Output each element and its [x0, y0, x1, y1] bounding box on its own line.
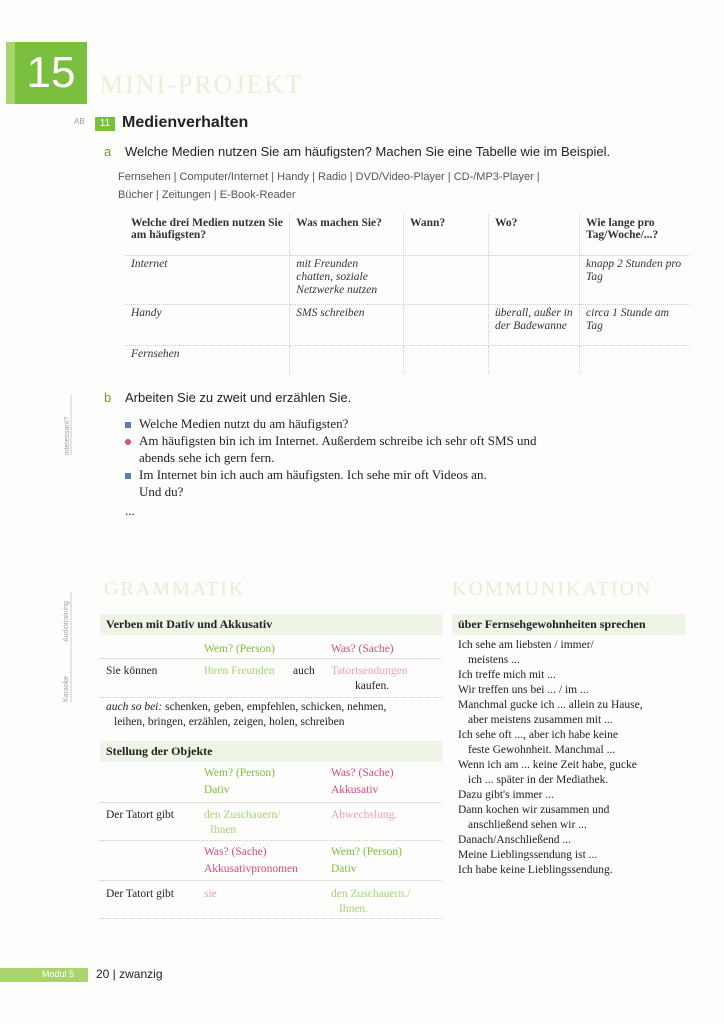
dativ-label: Dativ	[331, 863, 357, 875]
col-sache-label: Was? (Sache)	[204, 846, 267, 858]
sentence-dativ: Ihren Freunden	[204, 665, 275, 677]
phrase: Wir treffen uns bei ... / im ...	[458, 684, 589, 696]
kommunikation-title: KOMMUNIKATION	[452, 578, 653, 600]
task-a-instruction: Welche Medien nutzen Sie am häufigsten? Machen Sie eine Tabelle wie im Beispiel.	[125, 144, 611, 159]
dialog-line: Am häufigsten bin ich im Internet. Außerdem schreibe ich sehr oft SMS und	[125, 432, 645, 449]
also-label: auch so bei:	[106, 701, 163, 713]
table-header-cell: Wo?	[489, 215, 580, 256]
grammar-box-title: Verben mit Dativ und Akkusativ	[100, 614, 442, 635]
communication-box-title: über Fernsehgewohnheiten sprechen	[452, 614, 686, 635]
task-a-letter: a	[104, 144, 112, 159]
table-cell: mit Freunden chatten, soziale Netzwerke nutzen	[290, 256, 404, 305]
table-row	[125, 346, 690, 375]
phrase: Ich sehe am liebsten / immer/	[458, 639, 594, 651]
table-cell: SMS schreiben	[290, 305, 404, 346]
table-cell	[580, 346, 690, 375]
side-label-audiotraining: Audiotraining	[63, 601, 70, 642]
workbook-label: AB	[74, 117, 85, 126]
sentence-start: Sie können	[106, 665, 158, 677]
table-header-row	[125, 215, 690, 256]
sentence-auch: auch	[293, 665, 315, 677]
also-verbs: auch so bei: schenken, geben, empfehlen, schicken, nehmen, leihen, bringen, erzählen, zeigen, holen, schreiben	[106, 701, 387, 728]
divider	[100, 918, 442, 919]
table-cell	[404, 256, 489, 305]
table-cell: Internet	[125, 256, 290, 305]
chapter-badge: 15	[15, 42, 87, 104]
col-person-label: Wem? (Person)	[204, 767, 275, 779]
col-person-label: Wem? (Person)	[331, 846, 402, 858]
dativ-label: Dativ	[204, 784, 230, 796]
round-bullet-icon	[125, 439, 131, 445]
module-label: Modul 5	[42, 969, 75, 979]
page-number: 20 | zwanzig	[96, 967, 163, 981]
table-cell: Fernsehen	[125, 346, 290, 375]
table-row	[125, 305, 690, 346]
example-dativ: den Zuschauern/ Ihnen	[204, 809, 281, 836]
phrase-list	[458, 638, 683, 878]
media-table	[125, 215, 690, 374]
table-cell: überall, außer in der Badewanne	[489, 305, 580, 346]
divider	[100, 880, 442, 881]
phrase: anschließend sehen wir ...	[468, 819, 587, 831]
exercise-title: Medienverhalten	[122, 114, 249, 131]
phrase: Wenn ich am ... keine Zeit habe, gucke	[458, 759, 637, 771]
dialog-ellipsis: ...	[125, 503, 135, 518]
side-label-interessant: interessant?	[64, 416, 71, 455]
table-cell: circa 1 Stunde am Tag	[580, 305, 690, 346]
table-cell	[290, 346, 404, 375]
col-sache-label: Was? (Sache)	[331, 767, 394, 779]
dialog-line: Im Internet bin ich auch am häufigsten. Ich sehe mir oft Videos an.	[125, 466, 645, 483]
col-person-label: Wem? (Person)	[204, 643, 275, 655]
media-wordbank	[118, 168, 618, 204]
table-cell	[404, 346, 489, 375]
sentence-verb: kaufen.	[355, 680, 390, 692]
task-b-instruction: Arbeiten Sie zu zweit und erzählen Sie.	[125, 390, 352, 405]
phrase: Ich habe keine Lieblingssendung.	[458, 864, 613, 876]
project-title: MINI-PROJEKT	[100, 70, 304, 99]
dialog	[125, 415, 645, 519]
phrase: meistens ...	[468, 654, 520, 666]
dialog-line: Und du?	[139, 484, 184, 499]
side-divider	[70, 592, 72, 702]
divider	[100, 840, 442, 841]
akkusativ-label: Akkusativ	[331, 784, 379, 796]
dialog-line: Welche Medien nutzt du am häufigsten?	[125, 415, 645, 432]
exercise-number: 11	[95, 117, 115, 131]
table-cell: knapp 2 Stunden pro Tag	[580, 256, 690, 305]
table-cell: Handy	[125, 305, 290, 346]
sentence-akkusativ: Tatortsendungen	[331, 665, 408, 677]
divider	[100, 658, 442, 659]
phrase: Manchmal gucke ich ... allein zu Hause,	[458, 699, 643, 711]
example-akkusativ: sie	[204, 888, 217, 900]
phrase: ich ... später in der Mediathek.	[468, 774, 609, 786]
grammar-box-title: Stellung der Objekte	[100, 741, 442, 762]
phrase: Ich treffe mich mit ...	[458, 669, 556, 681]
table-header-cell: Wie lange pro Tag/Woche/...?	[580, 215, 690, 256]
table-cell	[404, 305, 489, 346]
phrase: Ich sehe oft ..., aber ich habe keine	[458, 729, 618, 741]
phrase: feste Gewohnheit. Manchmal ...	[468, 744, 616, 756]
task-b-letter: b	[104, 390, 112, 405]
table-cell	[489, 256, 580, 305]
phrase: Dann kochen wir zusammen und	[458, 804, 610, 816]
divider	[100, 697, 442, 698]
chapter-side-bar	[6, 42, 15, 104]
square-bullet-icon	[125, 473, 131, 479]
example-start: Der Tatort gibt	[106, 888, 174, 900]
example-start: Der Tatort gibt	[106, 809, 174, 821]
phrase: Dazu gibt's immer ...	[458, 789, 554, 801]
col-sache-label: Was? (Sache)	[331, 643, 394, 655]
side-label-karaoke: Karaoke	[63, 675, 70, 702]
table-header-cell: Wann?	[404, 215, 489, 256]
table-header-cell: Was machen Sie?	[290, 215, 404, 256]
table-row	[125, 256, 690, 305]
table-header-cell: Welche drei Medien nutzen Sie am häufigsten?	[125, 215, 290, 256]
wordbank-line: Bücher | Zeitungen | E-Book-Reader	[118, 189, 296, 201]
akkpron-label: Akkusativpronomen	[204, 863, 298, 875]
example-akkusativ: Abwechslung.	[331, 809, 398, 821]
grammatik-title: GRAMMATIK	[104, 578, 246, 600]
table-cell	[489, 346, 580, 375]
wordbank-line: Fernsehen | Computer/Internet | Handy | Radio | DVD/Video-Player | CD-/MP3-Player |	[118, 171, 540, 183]
divider	[100, 802, 442, 803]
phrase: Meine Lieblingssendung ist ...	[458, 849, 598, 861]
square-bullet-icon	[125, 422, 131, 428]
phrase: Danach/Anschließend ...	[458, 834, 572, 846]
phrase: aber meistens zusammen mit ...	[468, 714, 613, 726]
dialog-line: abends sehe ich gern fern.	[139, 450, 275, 465]
example-dativ: den Zuschauern./ Ihnen.	[331, 888, 411, 915]
